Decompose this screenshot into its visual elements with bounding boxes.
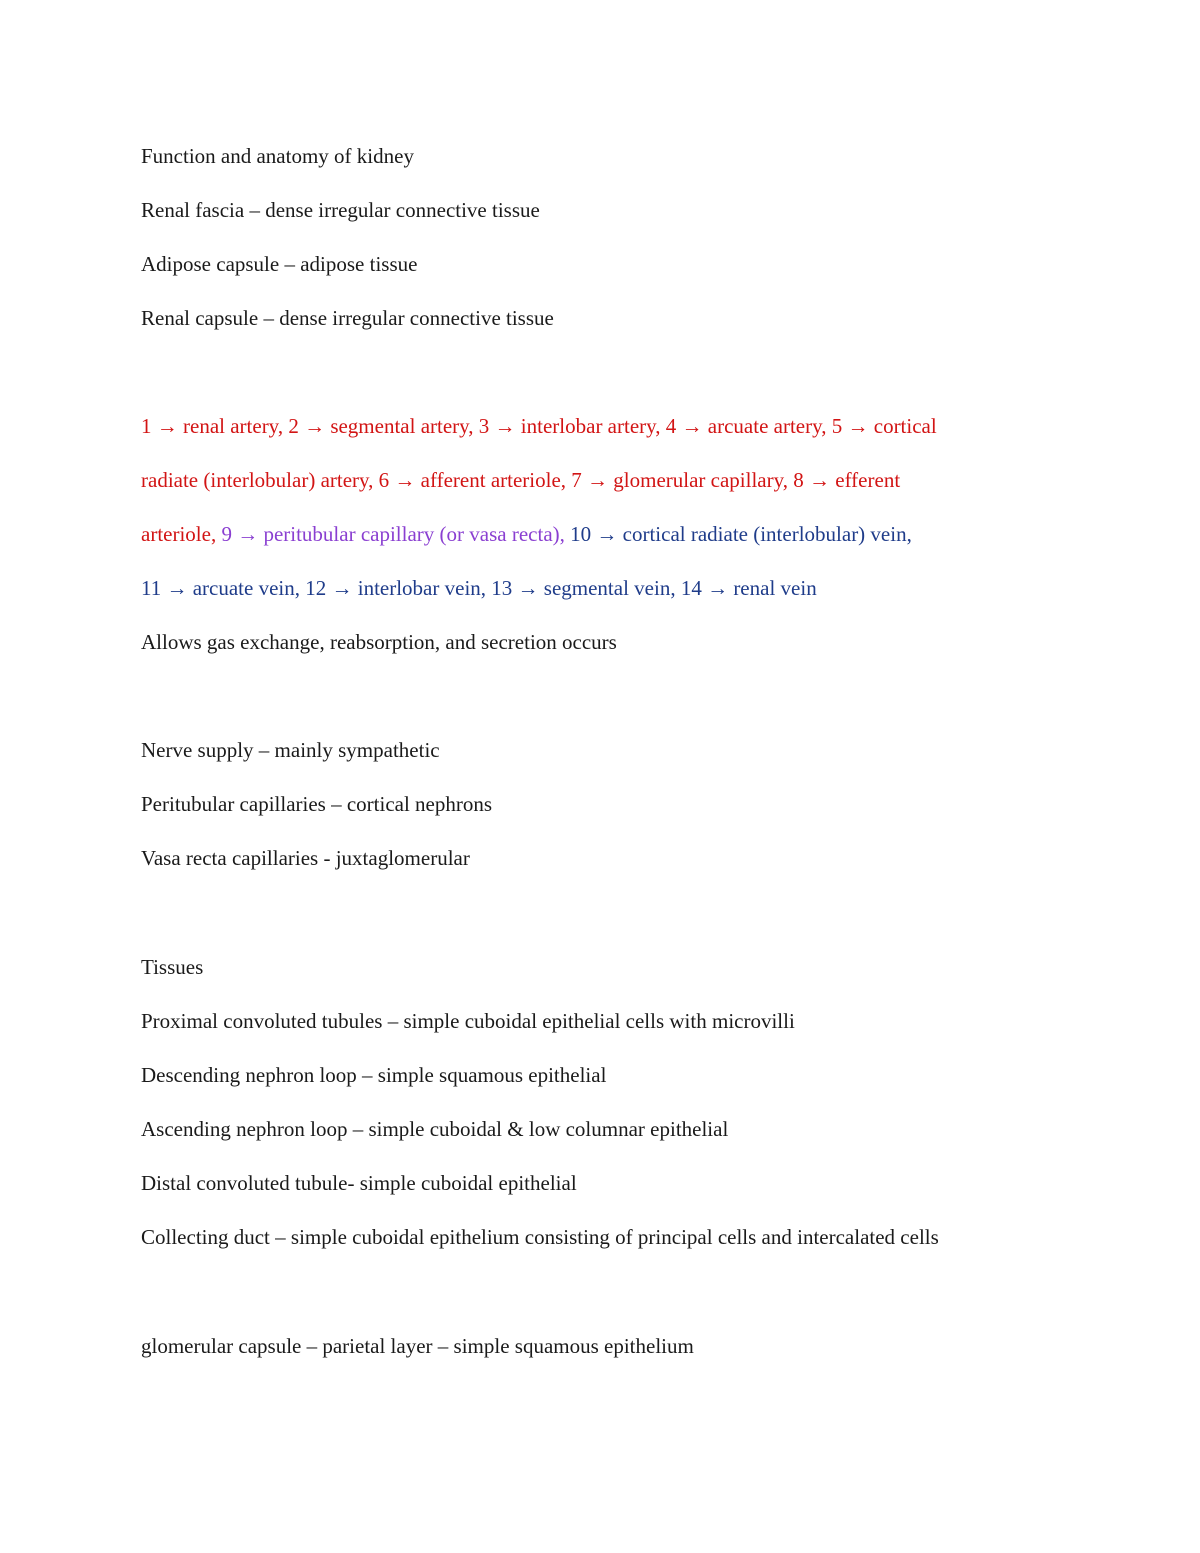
text-line: Proximal convoluted tubules – simple cuboidal epithelial cells with microvilli [141,1009,795,1033]
mixed-sequence-line [141,507,1141,561]
text-line: Ascending nephron loop – simple cuboidal & low columnar epithelial [141,1117,729,1141]
vein-text: 10 → cortical radiate (interlobular) vein, [570,522,912,546]
vein-sequence-line: 11 → arcuate vein, 12 → interlobar vein, 13 → segmental vein, 14 → renal vein [141,576,817,600]
text-line: Nerve supply – mainly sympathetic [141,738,440,762]
capillary-text: 9 → peritubular capillary (or vasa recta), [221,522,571,546]
artery-text: arteriole, [141,522,222,546]
text-line: Distal convoluted tubule- simple cuboidal epithelial [141,1171,577,1195]
text-line: Vasa recta capillaries - juxtaglomerular [141,846,470,870]
text-line: Collecting duct – simple cuboidal epithelium consisting of principal cells and intercalated cells [141,1225,939,1249]
text-line: Descending nephron loop – simple squamous epithelial [141,1063,607,1087]
text-line: glomerular capsule – parietal layer – simple squamous epithelium [141,1334,694,1358]
text-line: Allows gas exchange, reabsorption, and secretion occurs [141,630,617,654]
supply-section [141,723,1141,885]
section-title: Function and anatomy of kidney [141,144,414,168]
blood-flow-section [141,399,1141,669]
text-line: Renal fascia – dense irregular connective tissue [141,198,540,222]
artery-sequence-line: 1 → renal artery, 2 → segmental artery, 3 → interlobar artery, 4 → arcuate artery, 5 → cortical [141,414,937,438]
tissues-section [141,940,1141,1264]
capsule-section [141,1319,1141,1373]
text-line: Renal capsule – dense irregular connective tissue [141,306,554,330]
anatomy-section [141,129,1141,345]
section-title: Tissues [141,955,204,979]
artery-sequence-line: radiate (interlobular) artery, 6 → afferent arteriole, 7 → glomerular capillary, 8 → efferent [141,468,901,492]
text-line: Adipose capsule – adipose tissue [141,252,418,276]
text-line: Peritubular capillaries – cortical nephrons [141,792,493,816]
